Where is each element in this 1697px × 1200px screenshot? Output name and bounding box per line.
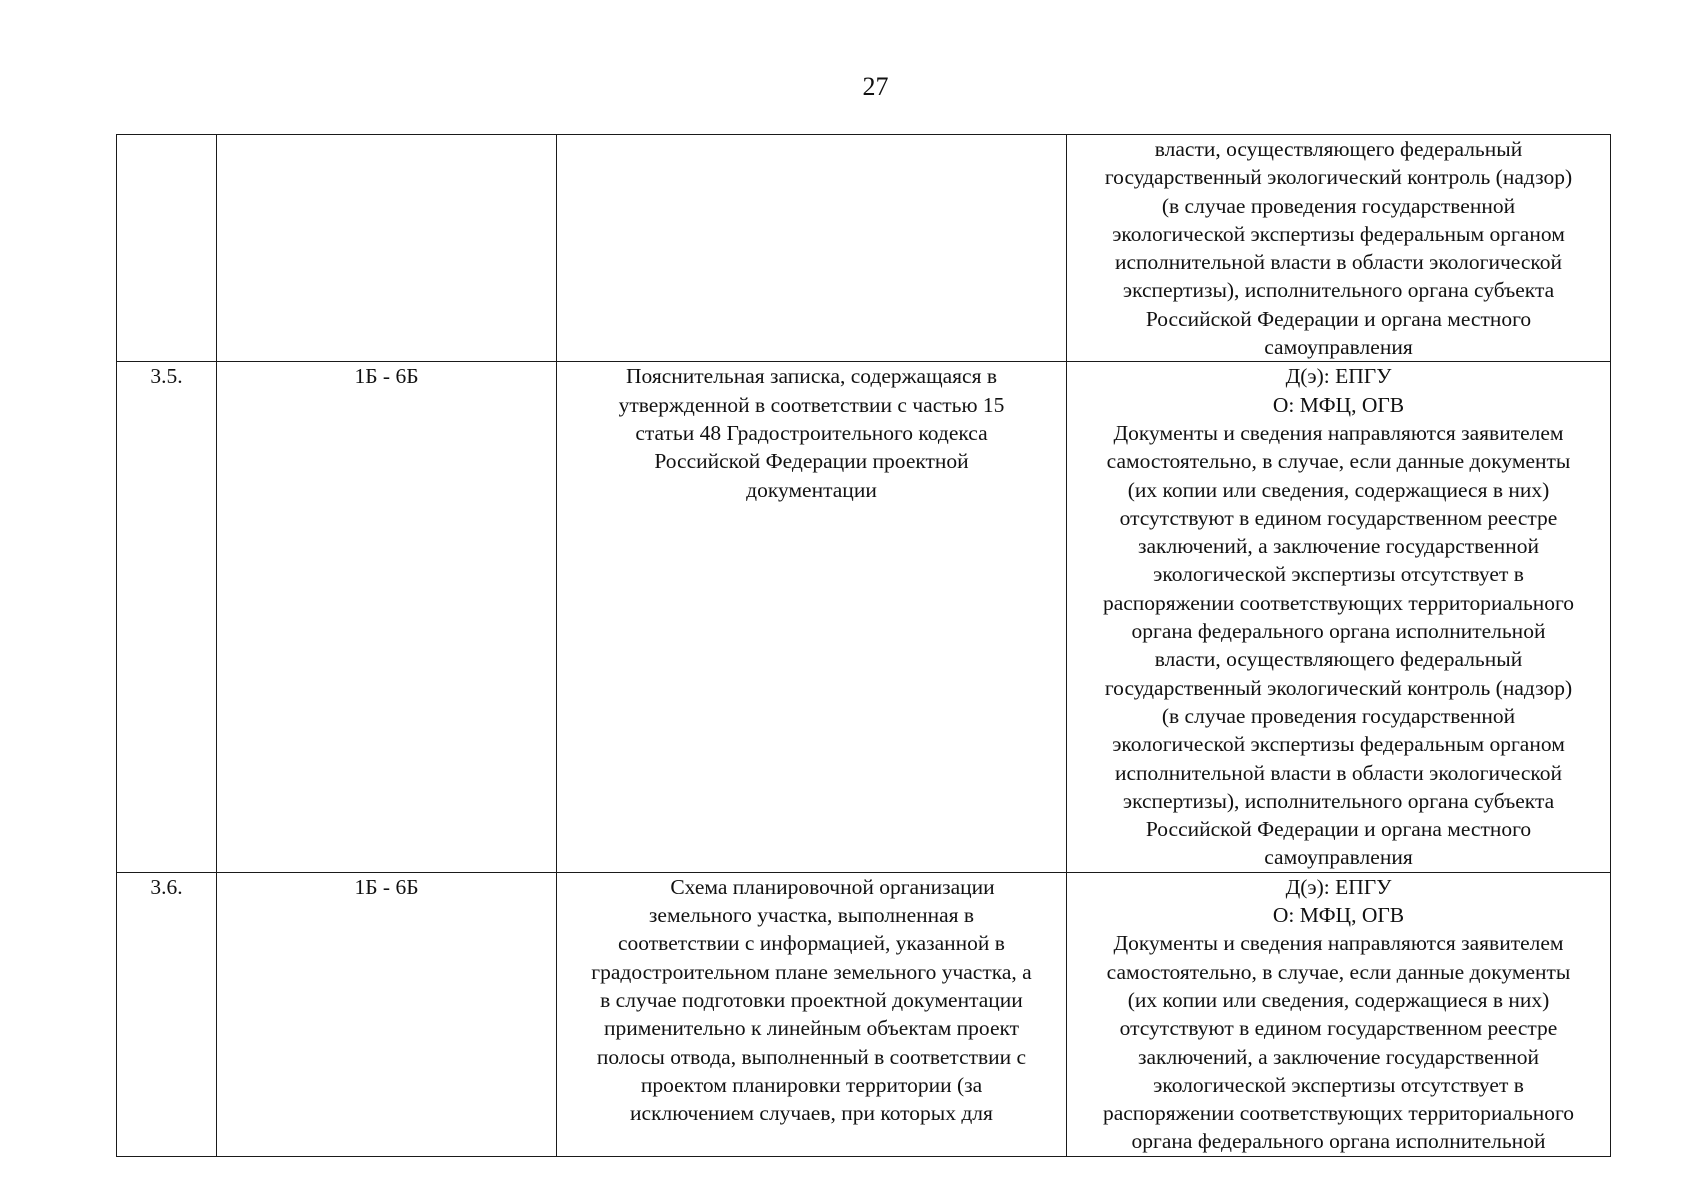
cell-text-line: исключением случаев, при которых для xyxy=(630,1101,993,1126)
cell-text-line: органа федерального органа исполнительной xyxy=(1131,1129,1546,1154)
cell-text-line: в случае подготовки проектной документации xyxy=(600,987,1023,1012)
table-row xyxy=(117,135,1611,362)
cell-text-line: экологической экспертизы федеральным органом xyxy=(1112,221,1565,246)
cell-text-line: заключений, а заключение государственной xyxy=(1138,1044,1539,1069)
cell-text-line: полосы отвода, выполненный в соответствии с xyxy=(596,1044,1027,1069)
cell-text-line: самоуправления xyxy=(1264,845,1413,870)
cell-text-line: Российской Федерации и органа местного xyxy=(1145,306,1532,331)
category-cell: 1Б - 6Б xyxy=(217,872,557,1156)
cell-text-line: распоряжении соответствующих территориального xyxy=(1102,590,1575,615)
category-cell xyxy=(217,135,557,362)
cell-text-line: документации xyxy=(746,477,877,502)
cell-text-line: экологической экспертизы федеральным органом xyxy=(1112,732,1565,757)
table-row xyxy=(117,872,1611,1156)
cell-text-line: Д(э): ЕПГУ xyxy=(1285,364,1392,389)
source-cell xyxy=(1067,872,1611,1156)
document-cell xyxy=(557,872,1067,1156)
cell-text-line: экспертизы), исполнительного органа субъекта xyxy=(1122,278,1555,303)
cell-text-line: проектом планировки территории (за xyxy=(640,1072,983,1097)
cell-text-line: отсутствуют в едином государственном реестре xyxy=(1119,505,1558,530)
cell-text-line: Документы и сведения направляются заявителем xyxy=(1113,931,1564,956)
table-row xyxy=(117,362,1611,872)
cell-text-line: (в случае проведения государственной xyxy=(1161,193,1516,218)
source-cell xyxy=(1067,362,1611,872)
cell-text-line: применительно к линейным объектам проект xyxy=(603,1016,1020,1041)
cell-text-line: утвержденной в соответствии с частью 15 xyxy=(618,392,1005,417)
cell-text-line: Пояснительная записка, содержащаяся в xyxy=(625,364,998,389)
cell-text-line: распоряжении соответствующих территориального xyxy=(1102,1101,1575,1126)
source-cell xyxy=(1067,135,1611,362)
cell-text-line: Документы и сведения направляются заявителем xyxy=(1113,420,1564,445)
cell-text-line: самостоятельно, в случае, если данные документы xyxy=(1106,449,1571,474)
cell-text-line: Российской Федерации проектной xyxy=(654,449,969,474)
cell-text-line: экспертизы), исполнительного органа субъекта xyxy=(1122,788,1555,813)
cell-text-line: исполнительной власти в области экологической xyxy=(1115,250,1562,275)
cell-text-line: экологической экспертизы отсутствует в xyxy=(1153,562,1524,587)
cell-text-line: Д(э): ЕПГУ xyxy=(1285,874,1392,899)
cell-text-line: власти, осуществляющего федеральный xyxy=(1154,137,1523,161)
cell-text-line: (их копии или сведения, содержащиеся в них) xyxy=(1127,477,1550,502)
row-number-cell xyxy=(117,135,217,362)
row-number-cell: 3.5. xyxy=(117,362,217,872)
cell-text-line: Российской Федерации и органа местного xyxy=(1145,817,1532,842)
cell-text-line: заключений, а заключение государственной xyxy=(1138,534,1539,559)
cell-text-line: власти, осуществляющего федеральный xyxy=(1154,647,1523,672)
cell-text-line: О: МФЦ, ОГВ xyxy=(1272,903,1405,928)
cell-text-line: государственный экологический контроль (надзор) xyxy=(1104,675,1573,700)
cell-text-line: (их копии или сведения, содержащиеся в них) xyxy=(1127,987,1550,1012)
cell-text-line: отсутствуют в едином государственном реестре xyxy=(1119,1016,1558,1041)
document-cell xyxy=(557,362,1067,872)
documents-table xyxy=(116,134,1611,1157)
cell-text-line: земельного участка, выполненная в xyxy=(648,903,975,928)
cell-text-line: самостоятельно, в случае, если данные документы xyxy=(1106,959,1571,984)
cell-text-line: органа федерального органа исполнительной xyxy=(1131,619,1546,644)
category-cell: 1Б - 6Б xyxy=(217,362,557,872)
cell-text-line: статьи 48 Градостроительного кодекса xyxy=(635,420,988,445)
cell-text-line: исполнительной власти в области экологической xyxy=(1115,760,1562,785)
document-cell xyxy=(557,135,1067,362)
cell-text-line: самоуправления xyxy=(1264,335,1413,360)
cell-text-line: (в случае проведения государственной xyxy=(1161,703,1516,728)
cell-text-line: государственный экологический контроль (надзор) xyxy=(1104,165,1573,190)
cell-text-line: О: МФЦ, ОГВ xyxy=(1272,392,1405,417)
cell-text-line: экологической экспертизы отсутствует в xyxy=(1153,1072,1524,1097)
page-number: 27 xyxy=(862,72,889,101)
cell-text-line: градостроительном плане земельного участка, а xyxy=(591,959,1032,984)
row-number-cell: 3.6. xyxy=(117,872,217,1156)
cell-text-line: Схема планировочной организации xyxy=(670,874,995,899)
cell-text-line: соответствии с информацией, указанной в xyxy=(618,931,1005,956)
